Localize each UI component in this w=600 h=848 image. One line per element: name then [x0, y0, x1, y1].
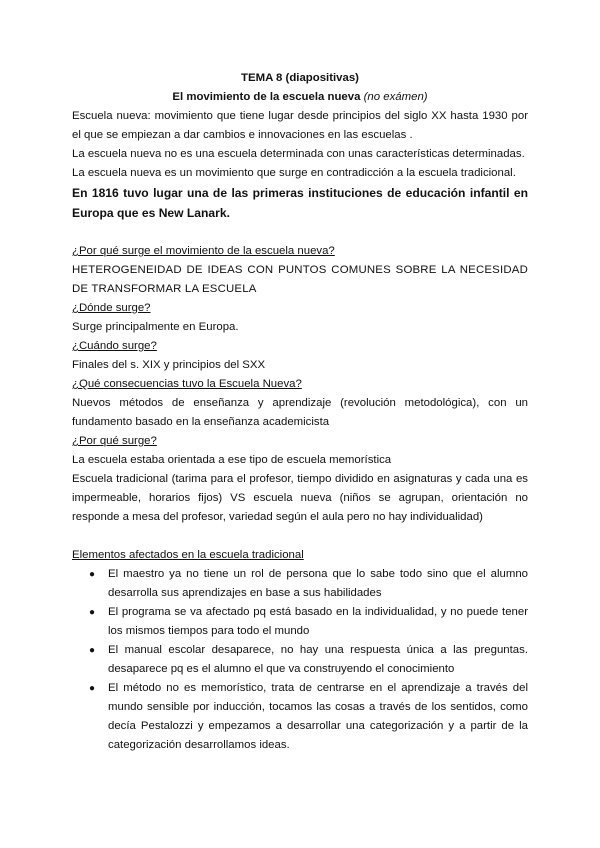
answer-extra-text: Escuela tradicional (tarima para el profesor, tiempo dividido en asignaturas y cada una es impermeable, horarios fijos) VS escuela nueva (niños se agrupan, orientación no responde a mesa del profesor, variedad según el aula pero no hay individualidad) — [72, 473, 528, 523]
bullet-icon: ● — [89, 569, 96, 580]
intro-paragraph: La escuela nueva es un movimiento que surge en contradicción a la escuela tradicional. — [72, 167, 516, 179]
page-title: TEMA 8 (diapositivas) — [241, 72, 359, 84]
list-item-text: El manual escolar desaparece, no hay una respuesta única a las preguntas. desaparece pq es el alumno el que va construyendo el conocimiento — [108, 644, 528, 675]
question-heading: ¿Por qué surge el movimiento de la escuela nueva? — [72, 245, 335, 257]
bullet-list — [72, 565, 528, 755]
spacer — [72, 223, 528, 242]
subtitle-text: El movimiento de la escuela nueva — [172, 91, 361, 103]
question-heading: ¿Por qué surge? — [72, 435, 157, 447]
intro-paragraph: Escuela nueva: movimiento que tiene lugar desde principios del siglo XX hasta 1930 por el que se empiezan a dar cambios e innovaciones en las escuelas . — [72, 110, 528, 141]
document-body — [72, 69, 528, 755]
question-heading: ¿Dónde surge? — [72, 302, 151, 314]
list-item — [72, 679, 528, 755]
list-item-text: El programa se va afectado pq está basado en la individualidad, y no puede tener los mismos tiempos para todo el mundo — [108, 606, 528, 637]
page-subtitle — [72, 88, 528, 107]
bullet-icon: ● — [89, 683, 96, 694]
answer-text: Finales del s. XIX y principios del SXX — [72, 359, 266, 371]
intro-bold-paragraph: En 1816 tuvo lugar una de las primeras instituciones de educación infantil en Europa que es New Lanark. — [72, 186, 528, 220]
list-item-text: El maestro ya no tiene un rol de persona que lo sabe todo sino que el alumno desarrolla sus aprendizajes en base a sus habilidades — [108, 568, 528, 599]
intro-paragraph: La escuela nueva no es una escuela determinada con unas características determinadas. — [72, 148, 525, 160]
answer-text: La escuela estaba orientada a ese tipo de escuela memorística — [72, 454, 392, 466]
bullet-icon: ● — [89, 645, 96, 656]
answer-text: Surge principalmente en Europa. — [72, 321, 239, 333]
list-item — [72, 603, 528, 641]
spacer — [72, 527, 528, 546]
question-heading: ¿Qué consecuencias tuvo la Escuela Nueva? — [72, 378, 302, 390]
list-item — [72, 565, 528, 603]
list-item-text: El método no es memorístico, trata de centrarse en el aprendizaje a través del mundo sensible por inducción, tocamos las cosas a través de los sentidos, como decía Pestalozzi y empezamos a desarrollar una categorización y a partir de la categorización desarrollamos ideas. — [108, 682, 528, 751]
bullet-icon: ● — [89, 607, 96, 618]
question-heading: ¿Cuándo surge? — [72, 340, 157, 352]
subtitle-note: (no exámen) — [363, 91, 428, 103]
section-heading: Elementos afectados en la escuela tradicional — [72, 549, 304, 561]
list-item — [72, 641, 528, 679]
answer-text: Nuevos métodos de enseñanza y aprendizaje (revolución metodológica), con un fundamento basado en la enseñanza academicista — [72, 397, 528, 428]
answer-text: HETEROGENEIDAD DE IDEAS CON PUNTOS COMUNES SOBRE LA NECESIDAD DE TRANSFORMAR LA ESCUELA — [72, 264, 528, 295]
